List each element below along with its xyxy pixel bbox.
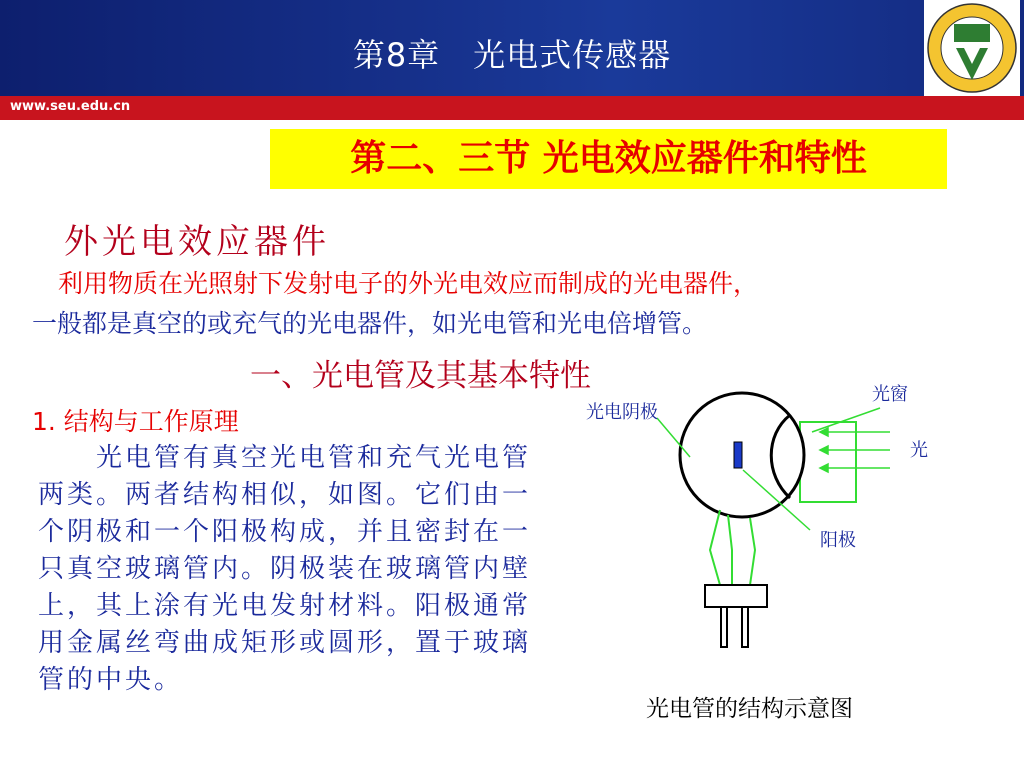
intro-line-2: 一般都是真空的或充气的光电器件，如光电管和光电倍增管。	[32, 309, 708, 338]
university-logo	[924, 0, 1020, 96]
intro-line-1: 利用物质在光照射下发射电子的外光电效应而制成的光电器件，	[58, 269, 759, 298]
section-title: 第二、三节 光电效应器件和特性	[270, 129, 947, 189]
tube-base	[705, 585, 767, 607]
header-bar	[0, 0, 1024, 96]
label-anode: 阳极	[820, 530, 856, 551]
phototube-diagram	[580, 370, 980, 664]
pin-left	[721, 607, 727, 647]
seal-icon	[924, 0, 1020, 96]
heading-external-photoelectric: 外光电效应器件	[64, 222, 330, 262]
label-window: 光窗	[872, 384, 908, 405]
leader-window	[812, 408, 880, 432]
phototube-structure-figure	[580, 370, 980, 660]
url-band	[0, 96, 1024, 120]
body-paragraph: 光电管有真空光电管和充气光电管两类。两者结构相似，如图。它们由一个阴极和一个阳极构成，并且密封在一只真空玻璃管内。阴极装在玻璃管内壁上，其上涂有光电发射材料。阳极通常用金属丝弯曲成矩形或圆形，置于玻璃管的中央。	[38, 443, 532, 695]
tube-leads	[710, 510, 755, 585]
pin-right	[742, 607, 748, 647]
anode-element	[734, 442, 742, 468]
heading-phototube: 一、光电管及其基本特性	[250, 358, 591, 394]
label-light: 光	[910, 440, 928, 461]
chapter-title: 第8章 光电式传感器	[352, 36, 672, 74]
website-url: www.seu.edu.cn	[10, 99, 131, 114]
diagram-caption: 光电管的结构示意图	[646, 696, 853, 722]
subheading-structure: 1. 结构与工作原理	[32, 407, 239, 436]
label-cathode: 光电阴极	[586, 402, 658, 423]
